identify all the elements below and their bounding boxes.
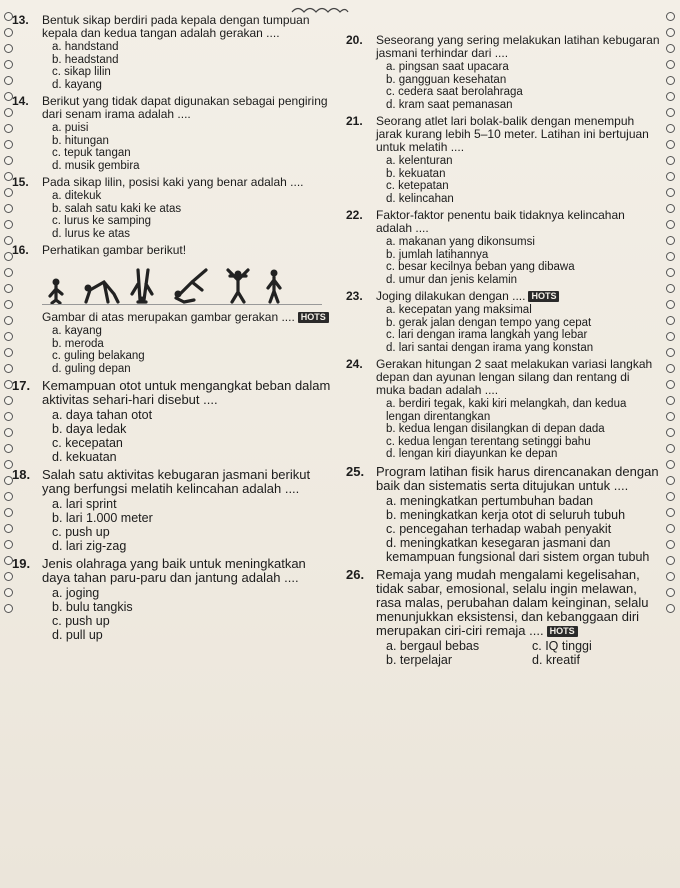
option-c[interactable]: c. cedera saat berolahraga [386, 86, 523, 98]
binding-ring [666, 492, 675, 501]
binding-ring [666, 204, 675, 213]
option-a[interactable]: a. handstand [52, 41, 119, 53]
question-26 [346, 568, 662, 667]
option-c[interactable]: c. sikap lilin [52, 66, 111, 78]
option-a[interactable]: a. berdiri tegak, kaki kiri melangkah, dan kedua lengan direntangkan [386, 398, 627, 423]
option-c[interactable]: c. guling belakang [52, 350, 145, 362]
binding-ring [666, 476, 675, 485]
question-number: 21. [346, 114, 363, 128]
option-c[interactable]: c. pencegahan terhadap wabah penyakit [386, 521, 612, 536]
question-stem: Kemampuan otot untuk mengangkat beban dalam aktivitas sehari-hari disebut .... [42, 378, 331, 407]
binding-ring [666, 396, 675, 405]
gymnastics-figure-sequence [42, 264, 322, 305]
option-d[interactable]: d. kram saat pemanasan [386, 98, 513, 111]
question-stem: Seseorang yang sering melakukan latihan kebugaran jasmani terhindar dari .... [376, 33, 660, 60]
figure-3 [132, 270, 152, 304]
question-13 [12, 14, 332, 91]
question-16 [12, 244, 332, 257]
binding-ring [666, 188, 675, 197]
question-stem: Joging dilakukan dengan .... [376, 289, 526, 303]
binding-ring [666, 124, 675, 133]
question-22 [346, 209, 662, 286]
binding-ring [666, 12, 675, 21]
option-a[interactable]: a. pingsan saat upacara [386, 61, 509, 73]
figure-4 [175, 270, 207, 302]
binding-ring [666, 300, 675, 309]
binding-ring [666, 412, 675, 421]
question-19 [12, 557, 332, 642]
hots-badge: HOTS [298, 312, 329, 323]
option-d[interactable]: d. kreatif [532, 652, 580, 667]
binding-ring [666, 220, 675, 229]
option-c[interactable]: c. push up [52, 525, 110, 539]
question-16-continued [12, 311, 332, 375]
option-d[interactable]: d. kelincahan [386, 192, 454, 205]
question-stem: Gerakan hitungan 2 saat melakukan variasi langkah depan dan ayunan lengan silang dan rentang di muka badan adalah .... [376, 357, 653, 397]
figure-6 [268, 270, 280, 303]
question-stem: Berikut yang tidak dapat digunakan sebagai pengiring dari senam irama adalah .... [42, 94, 328, 121]
option-d[interactable]: d. meningkatkan kesegaran jasmani dan kemampuan fungsional dari sistem organ tubuh [386, 535, 650, 564]
option-c[interactable]: c. kecepatan [52, 436, 123, 450]
option-c[interactable]: c. IQ tinggi [532, 638, 592, 653]
question-number: 23. [346, 289, 363, 303]
option-c[interactable]: c. push up [52, 614, 110, 628]
option-b[interactable]: b. gangguan kesehatan [386, 73, 507, 86]
right-column [346, 34, 662, 671]
option-a[interactable]: a. kecepatan yang maksimal [386, 304, 532, 316]
binding-ring [666, 60, 675, 69]
question-stem: Bentuk sikap berdiri pada kepala dengan tumpuan kepala dan kedua tangan adalah gerakan .... [42, 13, 310, 40]
question-stem: Program latihan fisik harus direncanakan dengan baik dan sistematis serta ditujukan untuk .... [376, 463, 659, 493]
option-a[interactable]: a. bergaul bebas [386, 638, 480, 653]
question-25 [346, 465, 662, 564]
option-d[interactable]: d. musik gembira [52, 159, 140, 172]
binding-ring [666, 444, 675, 453]
binding-ring [666, 156, 675, 165]
option-a[interactable]: a. daya tahan otot [52, 408, 153, 422]
question-number: 25. [346, 463, 365, 479]
binding-ring [666, 140, 675, 149]
option-d[interactable]: d. pull up [52, 628, 103, 642]
question-number: 15. [12, 175, 29, 189]
option-d[interactable]: d. lari santai dengan irama yang konstan [386, 341, 594, 354]
binding-ring [666, 268, 675, 277]
binding-ring [666, 428, 675, 437]
figure-2 [85, 282, 119, 302]
question-number: 14. [12, 94, 29, 108]
figure-5 [228, 270, 248, 302]
option-d[interactable]: d. lengan kiri diayunkan ke depan [386, 448, 558, 460]
binding-ring [666, 588, 675, 597]
option-c[interactable]: c. lurus ke samping [52, 215, 152, 227]
question-number: 19. [12, 556, 31, 571]
binding-ring [666, 460, 675, 469]
option-b[interactable]: b. headstand [52, 53, 119, 66]
question-17 [12, 379, 332, 464]
binding-ring [666, 284, 675, 293]
option-b[interactable]: b. meningkatkan kerja otot di seluruh tubuh [386, 507, 626, 522]
binding-ring [666, 380, 675, 389]
question-number: 26. [346, 566, 365, 582]
right-binding [666, 12, 676, 620]
option-a[interactable]: a. ditekuk [52, 190, 102, 202]
option-b[interactable]: b. meroda [52, 337, 104, 350]
binding-ring [666, 508, 675, 517]
question-stem: Gambar di atas merupakan gambar gerakan .... [42, 310, 295, 324]
question-number: 16. [12, 243, 29, 257]
option-c[interactable]: c. besar kecilnya beban yang dibawa [386, 261, 575, 273]
option-b[interactable]: b. bulu tangkis [52, 600, 133, 614]
binding-ring [666, 316, 675, 325]
binding-ring [666, 540, 675, 549]
binding-ring [666, 524, 675, 533]
question-number: 24. [346, 357, 363, 371]
question-20 [346, 34, 662, 111]
option-d[interactable]: d. lari zig-zag [52, 539, 127, 553]
question-24 [346, 358, 662, 461]
question-number: 18. [12, 467, 31, 482]
option-b[interactable]: b. salah satu kaki ke atas [52, 202, 182, 215]
option-b[interactable]: b. hitungan [52, 134, 109, 147]
binding-ring [666, 348, 675, 357]
question-stem: Seorang atlet lari bolak-balik dengan menempuh jarak kurang lebih 5–10 meter. Latihan ini bertujuan untuk melatih .... [376, 114, 649, 154]
binding-ring [666, 252, 675, 261]
question-18 [12, 468, 332, 553]
binding-ring [666, 556, 675, 565]
binding-ring [666, 364, 675, 373]
binding-ring [666, 92, 675, 101]
option-b[interactable]: b. daya ledak [52, 422, 127, 436]
option-a[interactable]: a. meningkatkan pertumbuhan badan [386, 493, 594, 508]
hots-badge: HOTS [528, 291, 559, 302]
option-b[interactable]: b. kekuatan [386, 167, 446, 180]
option-b[interactable]: b. lari 1.000 meter [52, 511, 153, 525]
option-d[interactable]: d. kayang [52, 78, 102, 91]
option-c[interactable]: c. lari dengan irama langkah yang lebar [386, 329, 588, 341]
figure-1 [50, 279, 62, 304]
option-b[interactable]: b. terpelajar [386, 652, 453, 667]
question-23 [346, 290, 662, 354]
option-c[interactable]: c. kedua lengan terentang setinggi bahu [386, 435, 591, 448]
binding-ring [666, 44, 675, 53]
binding-ring [666, 332, 675, 341]
question-stem: Perhatikan gambar berikut! [42, 243, 187, 257]
question-14 [12, 95, 332, 172]
question-15 [12, 176, 332, 240]
option-a[interactable]: a. kelenturan [386, 155, 453, 167]
question-number: 22. [346, 208, 363, 222]
option-d[interactable]: d. umur dan jenis kelamin [386, 273, 518, 286]
question-21 [346, 115, 662, 205]
question-stem: Remaja yang mudah mengalami kegelisahan, tidak sabar, emosional, selalu ingin melawan, rasa malas, perubahan dalam keinginan, selalu menunjukkan eksistensi, dan kebanggaan diri merupakan ciri-ciri remaja .... [376, 566, 649, 638]
option-d[interactable]: d. kekuatan [52, 450, 117, 464]
question-stem: Faktor-faktor penentu baik tidaknya kelincahan adalah .... [376, 208, 625, 235]
option-a[interactable]: a. makanan yang dikonsumsi [386, 236, 535, 248]
option-c[interactable]: c. tepuk tangan [52, 147, 131, 159]
question-stem: Pada sikap lilin, posisi kaki yang benar adalah .... [42, 175, 304, 189]
hots-badge: HOTS [547, 626, 578, 637]
question-number: 20. [346, 33, 363, 47]
binding-ring [666, 172, 675, 181]
binding-ring [666, 76, 675, 85]
option-b[interactable]: b. gerak jalan dengan tempo yang cepat [386, 316, 592, 329]
binding-ring [666, 28, 675, 37]
binding-ring [666, 108, 675, 117]
left-column [12, 14, 332, 646]
question-stem: Salah satu aktivitas kebugaran jasmani berikut yang berfungsi melatih kelincahan adalah .... [42, 467, 311, 496]
binding-ring [666, 236, 675, 245]
option-a[interactable]: a. kayang [52, 325, 102, 337]
question-stem: Jenis olahraga yang baik untuk meningkatkan daya tahan paru-paru dan jantung adalah .... [42, 556, 306, 585]
option-a[interactable]: a. lari sprint [52, 497, 117, 511]
option-c[interactable]: c. ketepatan [386, 180, 449, 192]
option-b[interactable]: b. jumlah latihannya [386, 248, 489, 261]
option-a[interactable]: a. joging [52, 586, 100, 600]
question-number: 17. [12, 378, 31, 393]
option-b[interactable]: b. kedua lengan disilangkan di depan dada [386, 423, 605, 435]
question-number: 13. [12, 13, 29, 27]
option-a[interactable]: a. puisi [52, 122, 89, 134]
option-d[interactable]: d. lurus ke atas [52, 227, 130, 240]
binding-ring [666, 604, 675, 613]
binding-ring [666, 572, 675, 581]
option-d[interactable]: d. guling depan [52, 362, 131, 375]
